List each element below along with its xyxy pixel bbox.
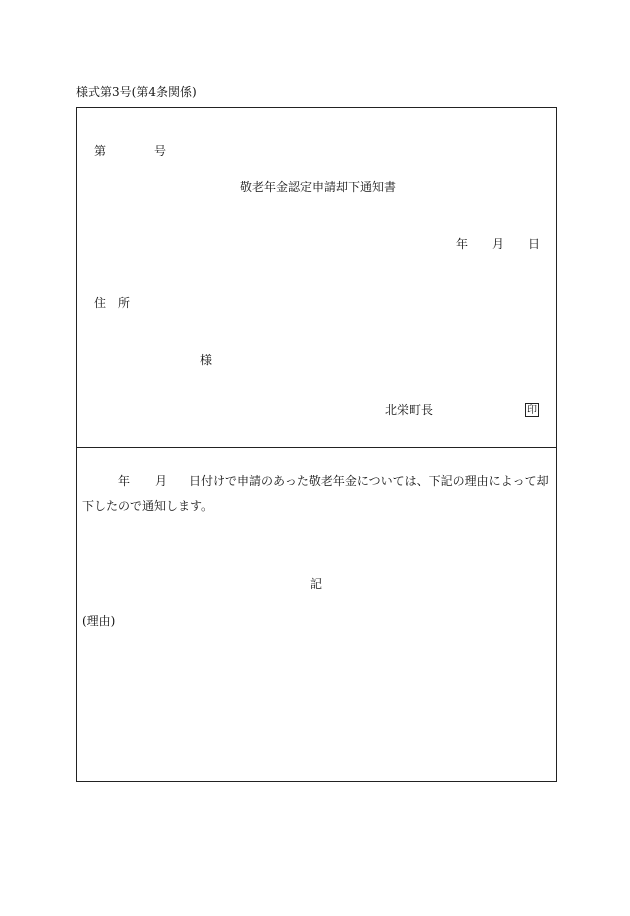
form-frame xyxy=(76,107,557,782)
honorific: 様 xyxy=(200,353,213,367)
reason-label: (理由) xyxy=(82,614,116,628)
number-dai: 第 xyxy=(94,144,107,158)
issuer-name: 北栄町長 xyxy=(385,403,434,417)
number-go: 号 xyxy=(154,144,167,158)
date-month: 月 xyxy=(492,237,505,251)
address-label: 住 所 xyxy=(94,296,131,310)
sentence-year: 年 xyxy=(118,474,131,488)
section-divider xyxy=(76,447,557,448)
sentence-month: 月 xyxy=(155,474,168,488)
sentence-line2: 下したので通知します。 xyxy=(82,499,214,513)
date-year: 年 xyxy=(456,237,469,251)
date-day: 日 xyxy=(528,237,541,251)
seal-mark: 印 xyxy=(527,405,537,416)
document-title: 敬老年金認定申請却下通知書 xyxy=(240,180,397,194)
sentence-line1: 日付けで申請のあった敬老年金については、下記の理由によって却 xyxy=(189,474,549,488)
ki-heading: 記 xyxy=(310,577,323,591)
form-label: 様式第3号(第4条関係) xyxy=(76,85,197,99)
